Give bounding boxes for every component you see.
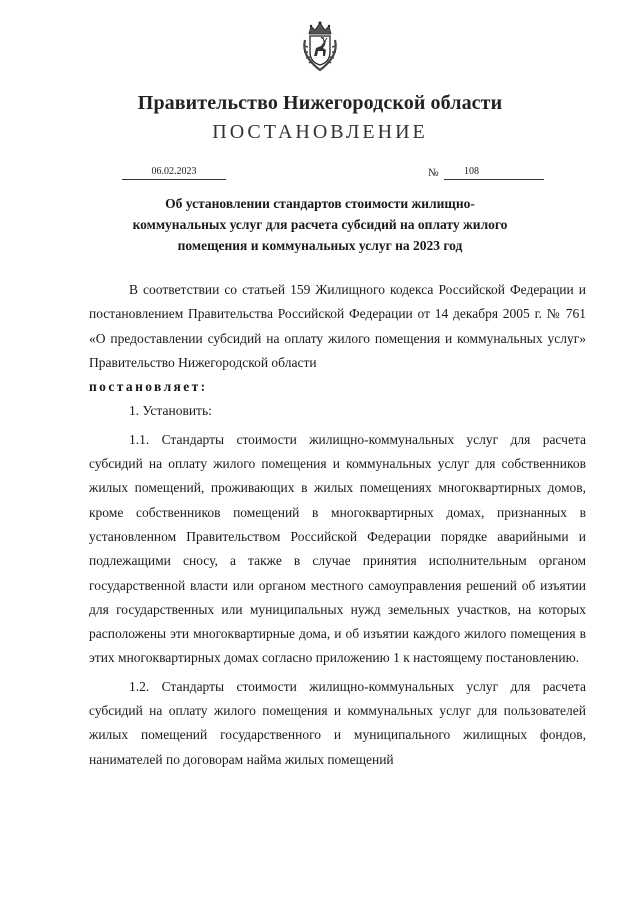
coat-of-arms-icon bbox=[299, 20, 341, 72]
resolve-word: постановляет: bbox=[89, 379, 208, 395]
resolve-paragraph bbox=[89, 375, 586, 399]
document-number-field bbox=[444, 165, 544, 180]
subject-line: коммунальных услуг для расчета субсидий на оплату жилого bbox=[132, 217, 508, 232]
preamble-paragraph: В соответствии со статьей 159 Жилищного кодекса Российской Федерации и постановлением Правительства Российской Федерации от 14 декабря 2005 г. № 761 «О предоставлении субсидий на оплату жилого помещения и коммунальных услуг» Правительство Нижегородской области bbox=[89, 282, 586, 370]
government-title: Правительство Нижегородской области bbox=[137, 92, 503, 114]
subject-line: помещения и коммунальных услуг на 2023 год bbox=[177, 238, 463, 253]
document-date: 06.02.2023 bbox=[122, 165, 226, 180]
item-1-2-paragraph: 1.2. Стандарты стоимости жилищно-коммунальных услуг для расчета субсидий на оплату жилого помещения и коммунальных услуг для пользователей жилых помещений государственного и муниципального жилищных фондов, нанимателей по договорам найма жилых помещений bbox=[89, 678, 586, 767]
document-type: ПОСТАНОВЛЕНИЕ bbox=[212, 121, 428, 143]
item-1-1-paragraph: 1.1. Стандарты стоимости жилищно-коммунальных услуг для расчета субсидий на оплату жилого помещения и коммунальных услуг для собственников жилых помещений, проживающих в жилых помещениях многоквартирных домов, кроме собственников помещений в многоквартирных домах, признанных в установленном Правительством Российской Федерации порядке аварийными и подлежащими сносу, а также в случае принятия исполнительным органом государственной власти или органом местного самоуправления решений об изъятии для государственных или муниципальных нужд земельных участков, на которых расположены эти многоквартирные дома, и об изъятии каждого жилого помещения в этих многоквартирных домах согласно приложению 1 к настоящему постановлению. bbox=[89, 431, 586, 666]
document-number: 108 bbox=[464, 166, 479, 177]
document-subject bbox=[100, 193, 540, 256]
document-body bbox=[89, 278, 586, 772]
number-sign: № bbox=[428, 167, 439, 179]
subject-line: Об установлении стандартов стоимости жилищно- bbox=[165, 196, 475, 211]
item-1-paragraph: 1. Установить: bbox=[129, 403, 212, 419]
